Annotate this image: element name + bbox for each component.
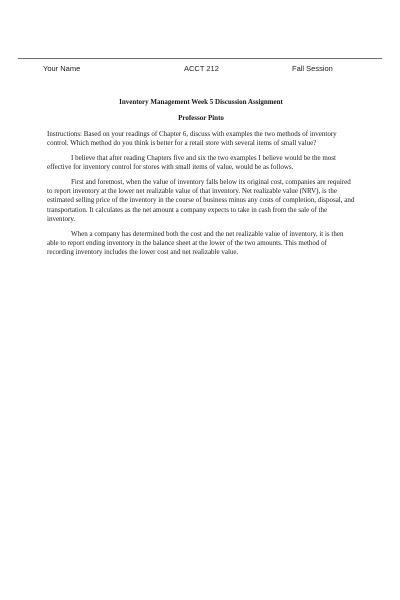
body-paragraph-3: When a company has determined both the cost and the net realizable value of inventory, it is then able to report ending inventory in the balance sheet at the lower of the two amounts. This method of recording inventory includes the lower cost and net realizable value. <box>47 229 344 257</box>
instructions-paragraph: Instructions: Based on your readings of Chapter 6, discuss with examples the two methods of inventory control. Which method do you think is better for a retail store with several items of small value? <box>47 129 337 147</box>
header-student-name: Your Name <box>43 64 81 73</box>
professor-name: Professor Pinto <box>178 114 224 123</box>
body-paragraph-1: I believe that after reading Chapters five and six the two examples I believe would be the most effective for inventory control for stores with small items of value, would be as follows. <box>47 153 336 171</box>
document-body <box>47 98 355 263</box>
header-divider <box>18 58 382 59</box>
header-course-code: ACCT 212 <box>184 64 219 73</box>
document-title: Inventory Management Week 5 Discussion Assignment <box>119 98 283 106</box>
header-session: Fall Session <box>292 64 333 73</box>
body-paragraph-2: First and foremost, when the value of inventory falls below its original cost, companies are required to report inventory at the lower net realizable value of that inventory. Net realizable value (NRV), is the estimated selling price of the inventory in the course of business minus any costs of completion, disposal, and transportation. It calculates as the net amount a company expects to take in cash from the sale of the inventory. <box>47 177 355 223</box>
